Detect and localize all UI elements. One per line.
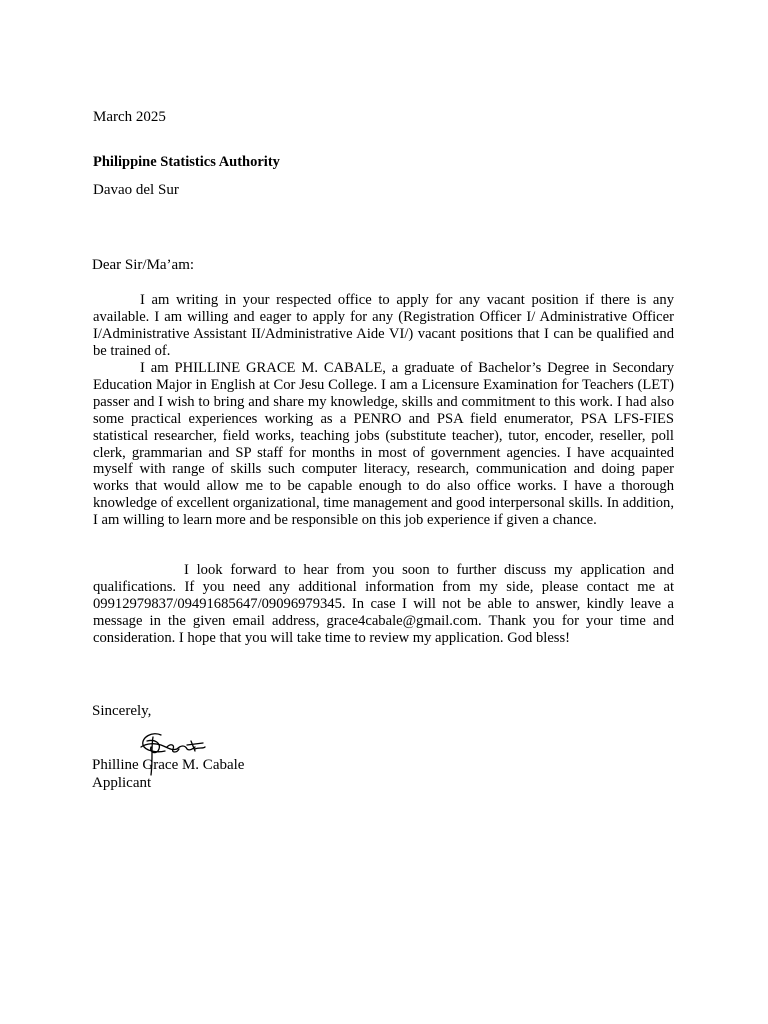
recipient-organization: Philippine Statistics Authority [93, 154, 280, 170]
signer-name: Philline Grace M. Cabale [92, 757, 245, 773]
recipient-location: Davao del Sur [93, 182, 179, 198]
paragraph-text: I am writing in your respected office to apply for any vacant position if there is any available. I am willing and eager to apply for any (Registration Officer I/ Administrative Officer I/Administrative Assistant II/Administrative Aide VI/) vacant positions that I can be qualified and be trained of. [93, 292, 674, 359]
salutation: Dear Sir/Ma’am: [92, 257, 195, 273]
signer-title: Applicant [92, 775, 152, 791]
body-paragraph-3 [93, 562, 674, 647]
paragraph-text: I look forward to hear from you soon to further discuss my application and qualifications. If you need any additional information from my side, please contact me at 09912979837/09491685647/09096979345. In case I will not be able to answer, kindly leave a message in the given email address, grace4cabale@gmail.com. Thank you for your time and consideration. I hope that you will take time to review my application. God bless! [93, 562, 674, 646]
paragraph-text: I am PHILLINE GRACE M. CABALE, a graduate of Bachelor’s Degree in Secondary Education Major in English at Cor Jesu College. I am a Licensure Examination for Teachers (LET) passer and I wish to bring and share my knowledge, skills and commitment to this work. I had also some practical experiences working as a PENRO and PSA field enumerator, PSA LFS-FIES statistical researcher, field works, teaching jobs (substitute teacher), tutor, encoder, reseller, poll clerk, grammarian and SP staff for months in most of government agencies. I have acquainted myself with range of skills such computer literacy, research, communication and doing paper works that would allow me to be capable enough to do also office works. I have a thorough knowledge of excellent organizational, time management and good interpersonal skills. In addition, I am willing to learn more and be responsible on this job experience if given a chance. [93, 360, 674, 529]
closing: Sincerely, [92, 703, 152, 719]
body-paragraph-2 [93, 360, 674, 529]
body-paragraph-1 [93, 292, 674, 360]
letter-date: March 2025 [93, 109, 166, 125]
